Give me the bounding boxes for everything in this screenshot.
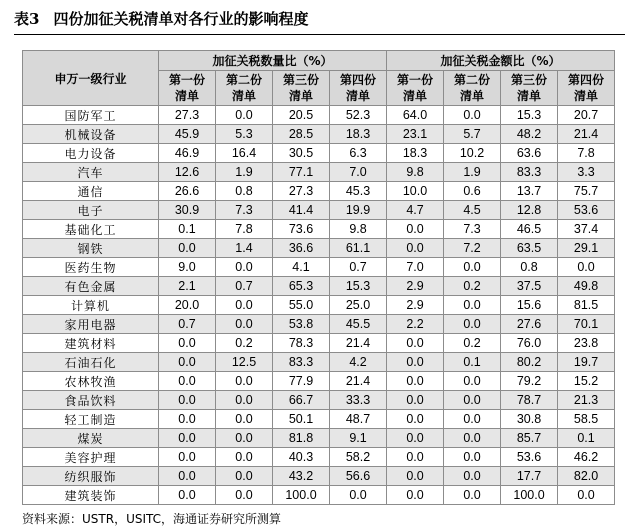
value-cell: 25.0 — [330, 296, 387, 315]
value-cell: 0.0 — [159, 334, 216, 353]
value-cell: 27.6 — [501, 315, 558, 334]
value-cell: 0.0 — [216, 315, 273, 334]
value-cell: 2.2 — [387, 315, 444, 334]
industry-name-cell: 钢铁 — [23, 239, 159, 258]
value-cell: 7.0 — [330, 163, 387, 182]
industry-name-cell: 建筑材料 — [23, 334, 159, 353]
value-cell: 50.1 — [273, 410, 330, 429]
value-cell: 0.0 — [444, 258, 501, 277]
value-cell: 0.1 — [444, 353, 501, 372]
value-cell: 0.0 — [444, 448, 501, 467]
value-cell: 83.3 — [501, 163, 558, 182]
value-cell: 7.8 — [216, 220, 273, 239]
sub-header-list-3: 第三份 清单 — [273, 71, 330, 106]
tariff-impact-table — [22, 50, 615, 505]
value-cell: 9.1 — [330, 429, 387, 448]
value-cell: 43.2 — [273, 467, 330, 486]
value-cell: 12.5 — [216, 353, 273, 372]
value-cell: 85.7 — [501, 429, 558, 448]
value-cell: 5.3 — [216, 125, 273, 144]
table-row — [23, 448, 615, 467]
value-cell: 21.3 — [558, 391, 615, 410]
value-cell: 23.8 — [558, 334, 615, 353]
industry-name-cell: 石油石化 — [23, 353, 159, 372]
value-cell: 0.0 — [387, 239, 444, 258]
industry-name-cell: 医药生物 — [23, 258, 159, 277]
value-cell: 55.0 — [273, 296, 330, 315]
sub-header-list-5: 第一份 清单 — [387, 71, 444, 106]
value-cell: 0.7 — [330, 258, 387, 277]
value-cell: 0.0 — [444, 391, 501, 410]
value-cell: 100.0 — [273, 486, 330, 505]
value-cell: 9.0 — [159, 258, 216, 277]
value-cell: 65.3 — [273, 277, 330, 296]
table-row — [23, 125, 615, 144]
table-row — [23, 467, 615, 486]
value-cell: 15.6 — [501, 296, 558, 315]
value-cell: 40.3 — [273, 448, 330, 467]
value-cell: 18.3 — [330, 125, 387, 144]
table-row — [23, 315, 615, 334]
industry-name-cell: 电力设备 — [23, 144, 159, 163]
value-cell: 82.0 — [558, 467, 615, 486]
value-cell: 0.0 — [159, 410, 216, 429]
value-cell: 48.7 — [330, 410, 387, 429]
value-cell: 0.0 — [216, 429, 273, 448]
industry-name-cell: 美容护理 — [23, 448, 159, 467]
value-cell: 0.2 — [444, 277, 501, 296]
value-cell: 0.0 — [216, 448, 273, 467]
value-cell: 0.0 — [558, 258, 615, 277]
table-row — [23, 220, 615, 239]
value-cell: 28.5 — [273, 125, 330, 144]
value-cell: 9.8 — [330, 220, 387, 239]
industry-name-cell: 通信 — [23, 182, 159, 201]
value-cell: 0.0 — [387, 429, 444, 448]
value-cell: 0.0 — [444, 429, 501, 448]
value-cell: 0.0 — [387, 220, 444, 239]
table-number: 表3 — [14, 10, 40, 28]
value-cell: 0.0 — [387, 410, 444, 429]
value-cell: 2.1 — [159, 277, 216, 296]
value-cell: 12.8 — [501, 201, 558, 220]
value-cell: 7.8 — [558, 144, 615, 163]
value-cell: 70.1 — [558, 315, 615, 334]
value-cell: 0.0 — [159, 372, 216, 391]
industry-name-cell: 电子 — [23, 201, 159, 220]
value-cell: 53.6 — [558, 201, 615, 220]
value-cell: 61.1 — [330, 239, 387, 258]
value-cell: 52.3 — [330, 106, 387, 125]
value-cell: 0.0 — [159, 429, 216, 448]
value-cell: 0.0 — [159, 448, 216, 467]
sub-header-list-4: 第四份 清单 — [330, 71, 387, 106]
sub-header-list-1: 第一份 清单 — [159, 71, 216, 106]
table-title-text: 四份加征关税清单对各行业的影响程度 — [53, 10, 309, 28]
value-cell: 49.8 — [558, 277, 615, 296]
industry-name-cell: 国防军工 — [23, 106, 159, 125]
value-cell: 19.9 — [330, 201, 387, 220]
value-cell: 0.0 — [444, 486, 501, 505]
value-cell: 7.3 — [444, 220, 501, 239]
value-cell: 0.0 — [387, 353, 444, 372]
table-row — [23, 201, 615, 220]
value-cell: 0.0 — [387, 391, 444, 410]
value-cell: 9.8 — [387, 163, 444, 182]
value-cell: 56.6 — [330, 467, 387, 486]
value-cell: 63.6 — [501, 144, 558, 163]
value-cell: 10.0 — [387, 182, 444, 201]
value-cell: 0.0 — [216, 296, 273, 315]
table-row — [23, 296, 615, 315]
table-row — [23, 334, 615, 353]
value-cell: 0.0 — [387, 448, 444, 467]
group-header-amount: 加征关税金额比（%） — [387, 51, 615, 71]
value-cell: 20.0 — [159, 296, 216, 315]
value-cell: 53.8 — [273, 315, 330, 334]
value-cell: 45.5 — [330, 315, 387, 334]
value-cell: 0.0 — [159, 486, 216, 505]
value-cell: 27.3 — [159, 106, 216, 125]
value-cell: 80.2 — [501, 353, 558, 372]
value-cell: 0.0 — [444, 296, 501, 315]
value-cell: 10.2 — [444, 144, 501, 163]
value-cell: 15.3 — [330, 277, 387, 296]
value-cell: 0.7 — [159, 315, 216, 334]
industry-name-cell: 煤炭 — [23, 429, 159, 448]
value-cell: 7.3 — [216, 201, 273, 220]
row-header-industry: 申万一级行业 — [23, 51, 159, 106]
value-cell: 0.6 — [444, 182, 501, 201]
value-cell: 0.0 — [444, 106, 501, 125]
sub-header-list-6: 第二份 清单 — [444, 71, 501, 106]
value-cell: 0.0 — [387, 486, 444, 505]
value-cell: 36.6 — [273, 239, 330, 258]
industry-name-cell: 有色金属 — [23, 277, 159, 296]
value-cell: 0.0 — [387, 467, 444, 486]
industry-name-cell: 基础化工 — [23, 220, 159, 239]
value-cell: 0.2 — [444, 334, 501, 353]
value-cell: 37.4 — [558, 220, 615, 239]
value-cell: 5.7 — [444, 125, 501, 144]
group-header-quantity: 加征关税数量比（%） — [159, 51, 387, 71]
value-cell: 76.0 — [501, 334, 558, 353]
value-cell: 15.3 — [501, 106, 558, 125]
value-cell: 0.1 — [558, 429, 615, 448]
table-title — [14, 6, 308, 32]
table-row — [23, 277, 615, 296]
industry-name-cell: 食品饮料 — [23, 391, 159, 410]
value-cell: 0.2 — [216, 334, 273, 353]
value-cell: 79.2 — [501, 372, 558, 391]
industry-name-cell: 家用电器 — [23, 315, 159, 334]
value-cell: 0.0 — [330, 486, 387, 505]
value-cell: 46.2 — [558, 448, 615, 467]
value-cell: 0.0 — [216, 486, 273, 505]
table-row — [23, 391, 615, 410]
value-cell: 0.0 — [444, 410, 501, 429]
industry-name-cell: 农林牧渔 — [23, 372, 159, 391]
value-cell: 2.9 — [387, 277, 444, 296]
industry-name-cell: 计算机 — [23, 296, 159, 315]
value-cell: 30.5 — [273, 144, 330, 163]
value-cell: 20.5 — [273, 106, 330, 125]
value-cell: 77.9 — [273, 372, 330, 391]
value-cell: 0.8 — [501, 258, 558, 277]
value-cell: 20.7 — [558, 106, 615, 125]
value-cell: 0.0 — [216, 106, 273, 125]
table-row — [23, 163, 615, 182]
value-cell: 100.0 — [501, 486, 558, 505]
value-cell: 46.9 — [159, 144, 216, 163]
value-cell: 0.0 — [216, 258, 273, 277]
value-cell: 21.4 — [558, 125, 615, 144]
industry-name-cell: 汽车 — [23, 163, 159, 182]
value-cell: 77.1 — [273, 163, 330, 182]
value-cell: 30.9 — [159, 201, 216, 220]
value-cell: 0.0 — [444, 372, 501, 391]
table-row — [23, 144, 615, 163]
value-cell: 29.1 — [558, 239, 615, 258]
value-cell: 81.8 — [273, 429, 330, 448]
value-cell: 78.3 — [273, 334, 330, 353]
industry-name-cell: 机械设备 — [23, 125, 159, 144]
value-cell: 0.0 — [159, 353, 216, 372]
value-cell: 21.4 — [330, 372, 387, 391]
value-cell: 33.3 — [330, 391, 387, 410]
value-cell: 2.9 — [387, 296, 444, 315]
value-cell: 0.0 — [216, 410, 273, 429]
table-row — [23, 182, 615, 201]
table-row — [23, 372, 615, 391]
value-cell: 17.7 — [501, 467, 558, 486]
value-cell: 0.0 — [216, 391, 273, 410]
value-cell: 64.0 — [387, 106, 444, 125]
value-cell: 23.1 — [387, 125, 444, 144]
value-cell: 37.5 — [501, 277, 558, 296]
value-cell: 58.5 — [558, 410, 615, 429]
value-cell: 15.2 — [558, 372, 615, 391]
value-cell: 0.0 — [159, 391, 216, 410]
value-cell: 0.0 — [444, 467, 501, 486]
value-cell: 21.4 — [330, 334, 387, 353]
value-cell: 0.8 — [216, 182, 273, 201]
value-cell: 1.9 — [216, 163, 273, 182]
value-cell: 18.3 — [387, 144, 444, 163]
value-cell: 81.5 — [558, 296, 615, 315]
value-cell: 7.0 — [387, 258, 444, 277]
value-cell: 4.7 — [387, 201, 444, 220]
table-row — [23, 410, 615, 429]
value-cell: 48.2 — [501, 125, 558, 144]
value-cell: 75.7 — [558, 182, 615, 201]
sub-header-list-7: 第三份 清单 — [501, 71, 558, 106]
value-cell: 46.5 — [501, 220, 558, 239]
value-cell: 0.0 — [558, 486, 615, 505]
industry-name-cell: 纺织服饰 — [23, 467, 159, 486]
value-cell: 63.5 — [501, 239, 558, 258]
table-row — [23, 486, 615, 505]
industry-name-cell: 轻工制造 — [23, 410, 159, 429]
value-cell: 83.3 — [273, 353, 330, 372]
value-cell: 66.7 — [273, 391, 330, 410]
table-row — [23, 239, 615, 258]
value-cell: 1.9 — [444, 163, 501, 182]
title-rule — [14, 34, 625, 35]
value-cell: 30.8 — [501, 410, 558, 429]
value-cell: 45.3 — [330, 182, 387, 201]
value-cell: 0.0 — [216, 372, 273, 391]
value-cell: 78.7 — [501, 391, 558, 410]
value-cell: 4.2 — [330, 353, 387, 372]
value-cell: 13.7 — [501, 182, 558, 201]
sub-header-list-8: 第四份 清单 — [558, 71, 615, 106]
value-cell: 7.2 — [444, 239, 501, 258]
value-cell: 0.0 — [159, 239, 216, 258]
value-cell: 53.6 — [501, 448, 558, 467]
value-cell: 0.0 — [387, 334, 444, 353]
value-cell: 3.3 — [558, 163, 615, 182]
value-cell: 58.2 — [330, 448, 387, 467]
value-cell: 6.3 — [330, 144, 387, 163]
value-cell: 0.1 — [159, 220, 216, 239]
table-row — [23, 106, 615, 125]
value-cell: 16.4 — [216, 144, 273, 163]
value-cell: 1.4 — [216, 239, 273, 258]
table-row — [23, 258, 615, 277]
value-cell: 73.6 — [273, 220, 330, 239]
value-cell: 12.6 — [159, 163, 216, 182]
table-row — [23, 353, 615, 372]
value-cell: 0.0 — [159, 467, 216, 486]
table-row — [23, 429, 615, 448]
value-cell: 0.0 — [387, 372, 444, 391]
value-cell: 45.9 — [159, 125, 216, 144]
value-cell: 26.6 — [159, 182, 216, 201]
value-cell: 41.4 — [273, 201, 330, 220]
value-cell: 0.0 — [444, 315, 501, 334]
value-cell: 19.7 — [558, 353, 615, 372]
industry-name-cell: 建筑装饰 — [23, 486, 159, 505]
value-cell: 27.3 — [273, 182, 330, 201]
sub-header-list-2: 第二份 清单 — [216, 71, 273, 106]
value-cell: 0.7 — [216, 277, 273, 296]
value-cell: 4.5 — [444, 201, 501, 220]
value-cell: 0.0 — [216, 467, 273, 486]
value-cell: 4.1 — [273, 258, 330, 277]
source-footnote: 资料来源：USTR，USITC，海通证券研究所测算 — [22, 512, 282, 526]
